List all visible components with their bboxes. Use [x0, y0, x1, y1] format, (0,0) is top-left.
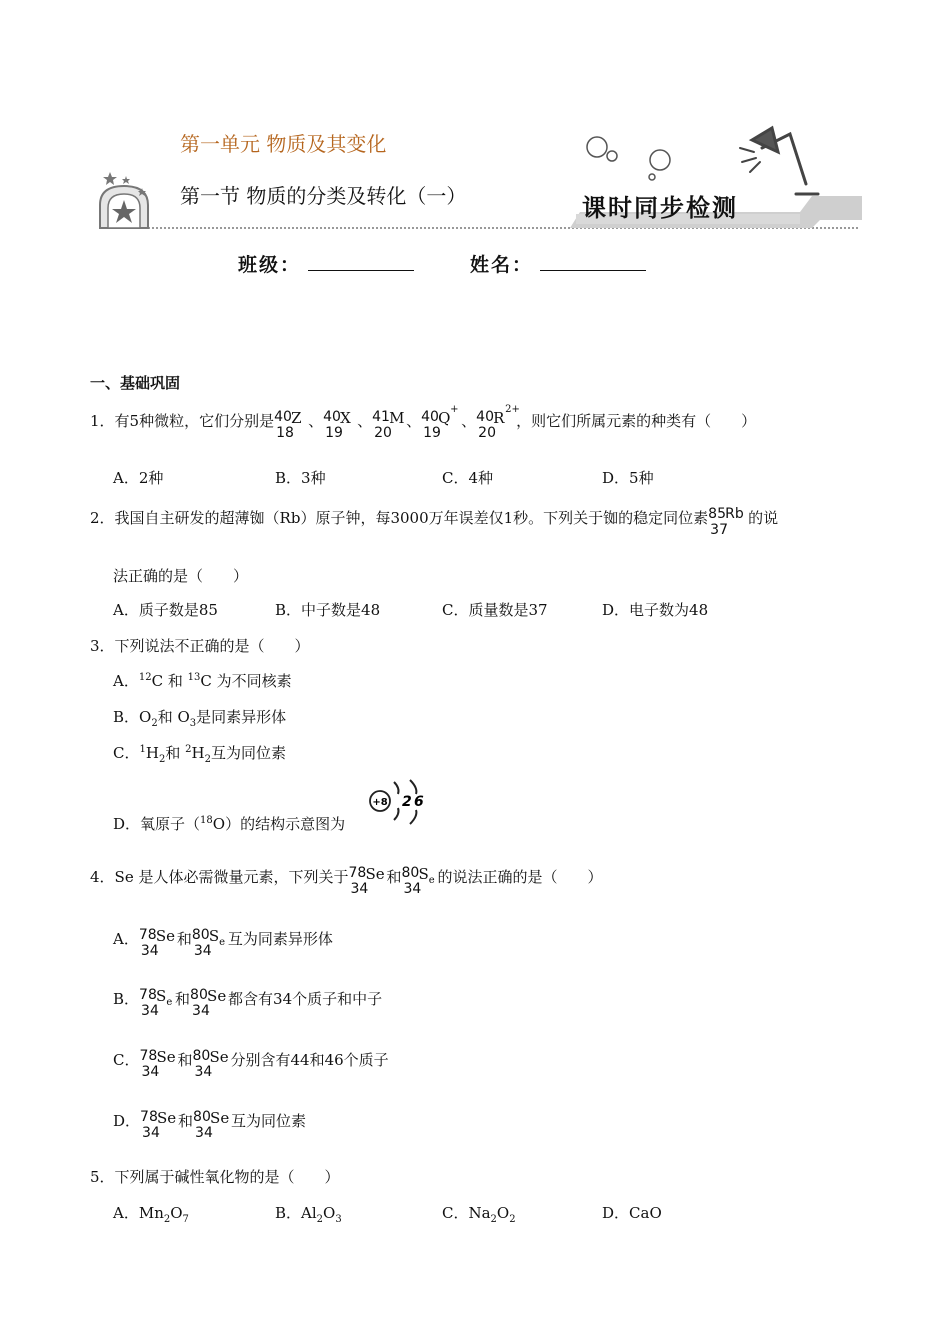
isotope: 80 34 Se — [193, 1109, 230, 1141]
q1-option-a[interactable]: A．2种 — [113, 469, 164, 487]
isotope: 78 34 Se — [348, 865, 385, 897]
q1-isotope-list: 40 18 Z 、 40 19 X 、 41 20 M 、 40 19 Q + 、 40 20 R 2+ — [274, 404, 520, 441]
desk-lamp-icon — [740, 128, 818, 194]
nucleus-charge: +8 — [372, 797, 388, 808]
q1-option-d[interactable]: D．5种 — [602, 469, 654, 487]
q3-option-a[interactable]: A．$^{12}$C 和 $^{13}$C 为不同核素 — [113, 672, 292, 690]
q5-option-c[interactable]: C．$Na_2O_2$ — [442, 1204, 516, 1225]
shell-1-electrons: 2 — [402, 794, 412, 810]
isotope: 80 34 Se — [190, 987, 227, 1019]
q3-stem: 3．下列说法不正确的是（ ） — [90, 637, 310, 655]
q4-option-c[interactable]: C． 78 34 Se 和 80 34 Se 分别含有44和46个质子 — [113, 1048, 389, 1080]
q1-option-c[interactable]: C．4种 — [442, 469, 494, 487]
isotope: 80 34 Se — [192, 1048, 229, 1080]
q1-stem: 1．有5种微粒，它们分别是 40 18 Z 、 40 19 X 、 41 20 M 、 40 19 Q + 、 40 20 R 2+ ，则它们所属元素的种类有（ ） — [90, 404, 757, 441]
oxygen-atom-diagram — [366, 776, 426, 830]
class-field[interactable] — [308, 250, 414, 271]
isotope: 78 34 $S_e$ — [139, 987, 173, 1019]
q2-option-b[interactable]: B．中子数是48 — [275, 601, 381, 619]
isotope: 40 19 X — [323, 409, 351, 441]
isotope: 80 34 $S_e$ — [191, 927, 226, 959]
q4-option-d[interactable]: D． 78 34 Se 和 80 34 Se 互为同位素 — [113, 1109, 307, 1141]
isotope: 40 20 R 2+ — [476, 404, 520, 441]
q3-option-b[interactable]: B．$O_2$和 $O_3$是同素异形体 — [113, 708, 287, 729]
isotope: 41 20 M — [372, 409, 405, 441]
name-field[interactable] — [540, 250, 646, 271]
q5-option-b[interactable]: B．$Al_2O_3$ — [275, 1204, 342, 1225]
name-label: 姓名： — [470, 254, 534, 276]
q2-option-a[interactable]: A．质子数是85 — [113, 601, 218, 619]
isotope: 85 37 Rb — [708, 506, 744, 538]
q5-option-a[interactable]: A．$Mn_2O_7$ — [113, 1204, 189, 1225]
isotope: 78 34 Se — [138, 927, 175, 959]
header-decoration — [0, 0, 950, 240]
isotope: 40 19 Q + — [421, 404, 459, 441]
q4-option-a[interactable]: A． 78 34 Se 和 80 34 $S_e$ 互为同素异形体 — [113, 927, 333, 959]
class-label: 班级： — [238, 254, 302, 276]
isotope: 80 34 $S_e$ — [401, 865, 435, 897]
q2-stem: 2．我国自主研发的超薄铷（Rb）原子钟，每3000万年误差仅1秒。下列关于铷的稳定同位素 85 37 Rb 的说 — [90, 506, 779, 538]
star-badge-icon — [100, 172, 148, 228]
section-title: 第一节 物质的分类及转化（一） — [180, 184, 467, 208]
bubble-icons — [587, 137, 670, 180]
isotope: 78 34 Se — [139, 1048, 176, 1080]
q3-option-c[interactable]: C．$^1H_2$和 $^2H_2$互为同位素 — [113, 744, 286, 765]
banner-title: 课时同步检测 — [582, 193, 738, 222]
q4-option-b[interactable]: B． 78 34 $S_e$ 和 80 34 Se 都含有34个质子和中子 — [113, 987, 383, 1019]
isotope: 78 34 Se — [140, 1109, 177, 1141]
isotope: 40 18 Z — [274, 409, 302, 441]
q3-option-d[interactable]: D．氧原子（$^{18}$O）的结构示意图为 — [113, 815, 346, 833]
q1-option-b[interactable]: B．3种 — [275, 469, 326, 487]
q4-stem: 4．Se 是人体必需微量元素，下列关于 78 34 Se 和 80 34 $S_e$ 的说法正确的是（ ） — [90, 865, 603, 897]
unit-title: 第一单元 物质及其变化 — [180, 132, 387, 156]
shell-2-electrons: 6 — [414, 794, 424, 810]
part-heading: 一、基础巩固 — [90, 374, 181, 392]
q2-stem-cont: 法正确的是（ ） — [113, 567, 249, 585]
q2-option-d[interactable]: D．电子数为48 — [602, 601, 709, 619]
q2-option-c[interactable]: C．质量数是37 — [442, 601, 548, 619]
q5-stem: 5．下列属于碱性氧化物的是（ ） — [90, 1168, 340, 1186]
q5-option-d[interactable]: D．CaO — [602, 1204, 662, 1222]
